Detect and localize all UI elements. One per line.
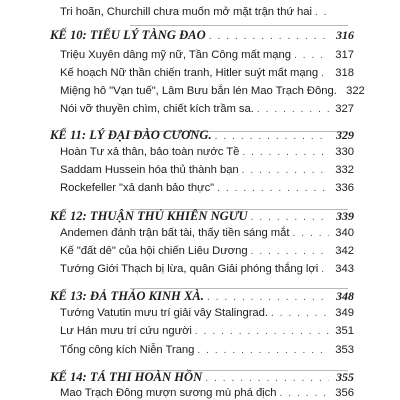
chapter-title: KẾ 11: LÝ ĐẠI ĐÀO CƯƠNG. (50, 128, 212, 142)
toc-item-page: 356 (335, 387, 354, 399)
toc-item-page: 317 (335, 49, 354, 61)
toc-item-page: 349 (335, 307, 354, 319)
toc-item-title: Andemen đánh trận bất tài, thấy tiền sáng mắt (60, 227, 290, 239)
toc-item-page: 322 (346, 85, 365, 97)
toc-item-title: Tướng Vatutin mưu trí giải vây Stalingrad. (60, 307, 268, 319)
dot-leader (294, 47, 329, 65)
toc-item-page: 318 (335, 67, 354, 79)
toc-item (60, 100, 354, 118)
chapter-title: KẾ 13: ĐẢ THẢO KINH XÀ. (50, 289, 204, 303)
chapter-title: KẾ 12: THUẬN THỦ KHIÊN NGƯU (50, 209, 248, 223)
toc-item (60, 161, 354, 179)
toc-item-title: Nói vỡ thuyền chìm, chiết kích trầm sa. (60, 103, 254, 115)
toc-item (60, 242, 354, 260)
toc-item-page: 353 (335, 344, 354, 356)
toc-item-page: 342 (335, 245, 354, 257)
toc-item-page: 340 (335, 227, 354, 239)
toc-item-page: 332 (335, 164, 354, 176)
toc-chapter-heading (50, 287, 354, 305)
toc-item (60, 46, 354, 64)
dot-leader (321, 261, 329, 279)
toc-item (60, 3, 354, 21)
dot-leader (257, 101, 329, 119)
toc-item-title: Mao Trạch Đông mượn sương mù phá địch (60, 387, 277, 399)
toc-item-title: Tướng Giới Thạch bị lừa, quân Giải phóng thắng lợi (60, 263, 319, 275)
chapter-page: 316 (336, 28, 354, 42)
toc-item (60, 64, 354, 82)
toc-item-title: Tổng công kích Niễn Trang (60, 344, 195, 356)
toc-item (60, 224, 354, 242)
chapter-page: 348 (336, 289, 354, 303)
toc-item (60, 179, 354, 197)
chapter-page: 339 (336, 209, 354, 223)
toc-item (60, 341, 354, 359)
toc-item (60, 143, 354, 161)
dot-leader (242, 144, 329, 162)
dot-leader (195, 323, 329, 341)
dot-leader (271, 305, 329, 323)
dot-leader (217, 180, 329, 198)
dot-leader (293, 225, 330, 243)
dot-leader (209, 28, 329, 46)
toc-item-title: Miệng hô "Vạn tuế", Lâm Bưu bắn lén Mao Trạch Đông. (60, 85, 337, 97)
toc-item-title: Hoàn Tư xả thân, bảo toàn nước Tề (60, 146, 240, 158)
toc-item-page: 343 (335, 263, 354, 275)
dot-leader (279, 385, 329, 400)
toc-chapter-heading (50, 126, 354, 144)
toc-item (60, 82, 365, 100)
dot-leader (251, 243, 329, 261)
toc-chapter-heading (50, 207, 354, 225)
toc-item-title: Tri hoãn, Churchill chưa muốn mở mặt trận thứ hai (60, 6, 312, 18)
toc-item (60, 384, 354, 400)
chapter-title: KẾ 14: TÁ THI HOÀN HỒN (50, 370, 203, 384)
dot-leader (315, 4, 329, 22)
toc-item-page: 327 (335, 103, 354, 115)
toc-item-title: Rockefeller "xả danh bảo thực" (60, 182, 215, 194)
dot-leader (242, 162, 329, 180)
chapter-page: 355 (336, 370, 354, 384)
toc-item-page: 336 (335, 182, 354, 194)
toc-item (60, 260, 354, 278)
chapter-page: 329 (336, 128, 354, 142)
toc-item-title: Kế "đất dê" của hội chiến Liêu Dương (60, 245, 248, 257)
toc-item (60, 304, 354, 322)
toc-item-title: Saddam Hussein hóa thủ thành bạn (60, 164, 239, 176)
toc-item (60, 322, 354, 340)
chapter-title: KẾ 10: TIẾU LÝ TÀNG ĐAO (50, 28, 206, 42)
toc-item-page: 330 (335, 146, 354, 158)
dot-leader (197, 342, 329, 360)
dot-leader (321, 65, 329, 83)
toc-item-title: Triệu Xuyên dâng mỹ nữ, Tần Công mất mạng (60, 49, 291, 61)
toc-chapter-heading (50, 26, 354, 44)
toc-item-title: Kế hoạch Nữ thần chiến tranh, Hitler suýt mất mạng (60, 67, 319, 79)
toc-item-page: 351 (335, 325, 354, 337)
toc-item-title: Lư Hán mưu trí cứu người (60, 325, 192, 337)
